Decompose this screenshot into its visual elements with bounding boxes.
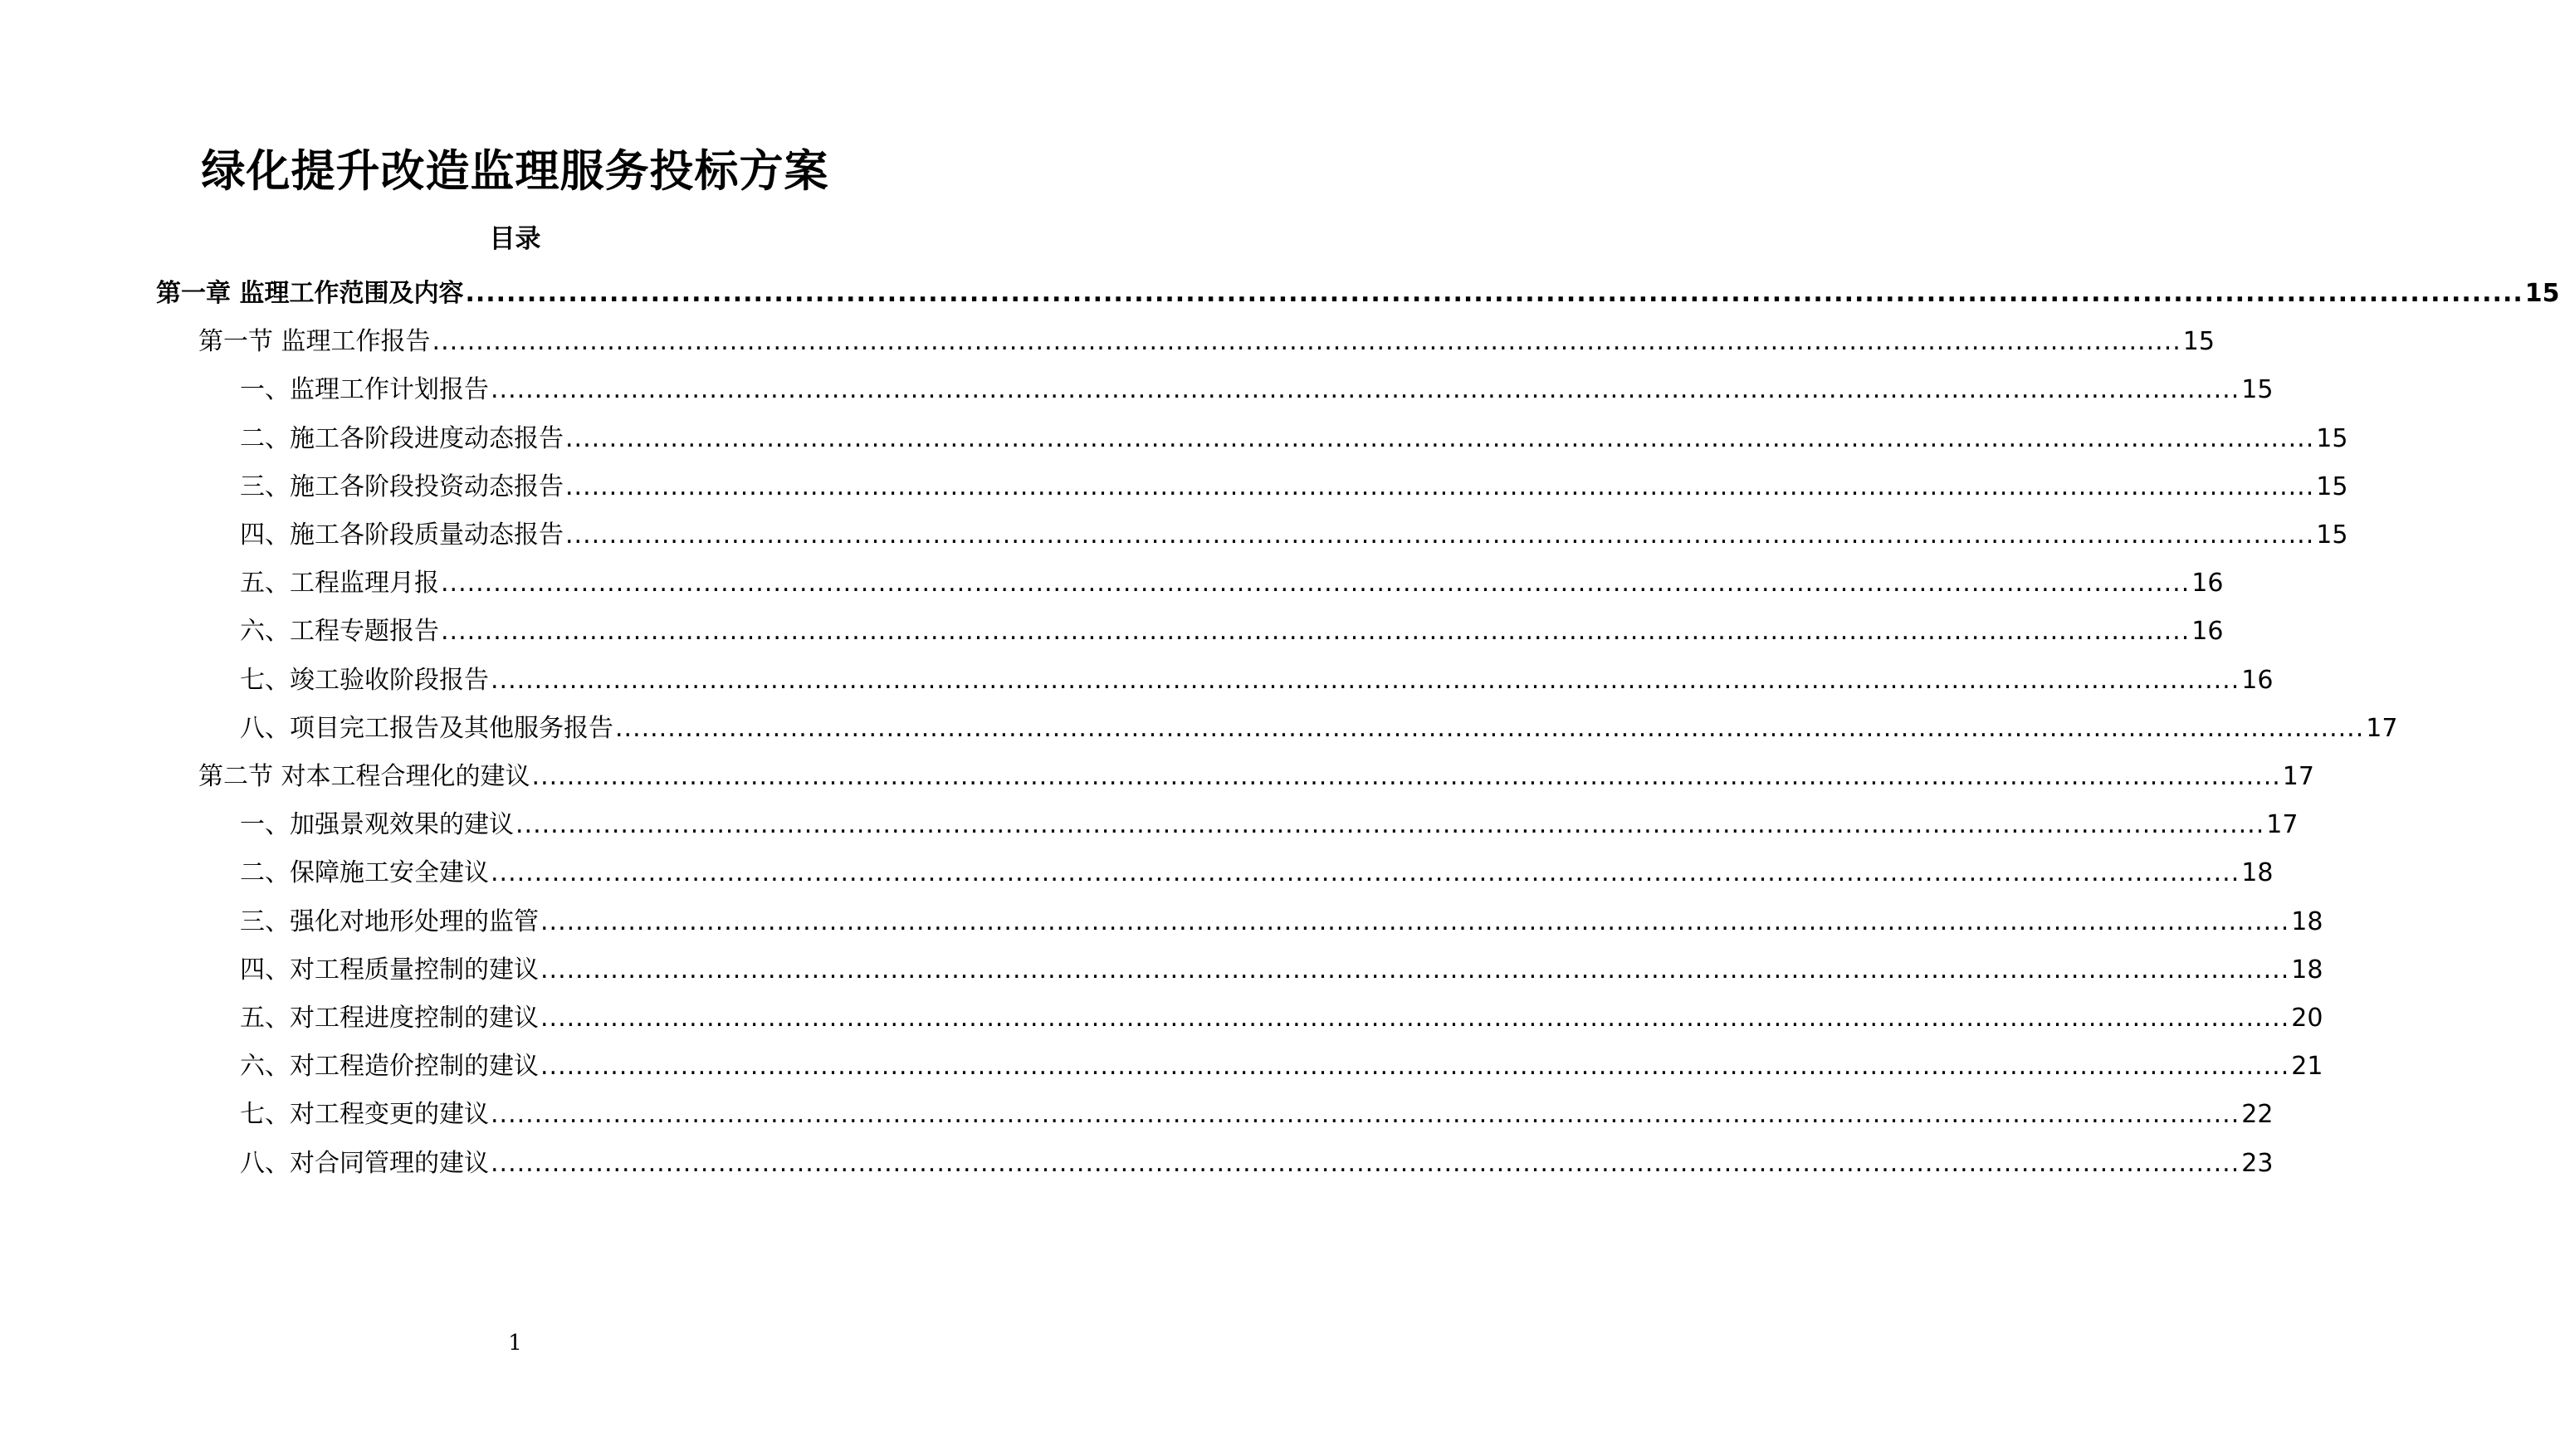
- toc-entry-page: 17: [2366, 714, 2398, 743]
- toc-entry-page: 23: [2241, 1149, 2274, 1178]
- toc-entry-label: 第一章 监理工作范围及内容: [156, 279, 464, 308]
- toc-entry-label: 六、工程专题报告: [240, 617, 439, 646]
- toc-entry-page: 21: [2291, 1052, 2323, 1081]
- toc-entry-label: 五、对工程进度控制的建议: [240, 1004, 539, 1033]
- toc-entry-page: 22: [2241, 1100, 2274, 1129]
- toc-entry[interactable]: [240, 999, 2323, 1035]
- toc-entry-page: 18: [2241, 858, 2274, 887]
- toc-entry[interactable]: [240, 1095, 2274, 1131]
- toc-entry-label: 三、强化对地形处理的监管: [240, 907, 539, 936]
- toc-entry-label: 七、竣工验收阶段报告: [240, 666, 489, 695]
- page-number: 1: [508, 1331, 522, 1356]
- toc-entry[interactable]: [240, 902, 2323, 939]
- toc-leader-dots: ........................................................................................................................................................................................................: [515, 810, 2265, 839]
- toc-leader-dots: ........................................................................................................................................................................................................: [565, 472, 2315, 501]
- toc-entry[interactable]: [240, 370, 2274, 407]
- toc-leader-dots: ........................................................................................................................................................................................................: [491, 375, 2240, 404]
- toc-entry[interactable]: [240, 515, 2348, 552]
- toc-entry-page: 15: [2524, 279, 2560, 308]
- toc-entry-label: 五、工程监理月报: [240, 569, 439, 598]
- toc-leader-dots: ........................................................................................................................................................................................................: [540, 907, 2290, 936]
- toc-entry-page: 16: [2241, 666, 2274, 695]
- toc-entry-label: 四、施工各阶段质量动态报告: [240, 520, 564, 550]
- toc-leader-dots: ........................................................................................................................................................................................................: [615, 714, 2365, 743]
- toc-leader-dots: ........................................................................................................................................................................................................: [491, 858, 2240, 887]
- toc-entry-page: 16: [2191, 617, 2224, 646]
- toc-heading: 目录: [489, 224, 541, 254]
- toc-entry[interactable]: [156, 274, 2560, 310]
- toc-leader-dots: ........................................................................................................................................................................................................: [491, 1149, 2240, 1178]
- toc-leader-dots: ........................................................................................................................................................................................................: [441, 617, 2191, 646]
- toc-entry[interactable]: [198, 322, 2215, 359]
- toc-leader-dots: ........................................................................................................................................................................................................: [491, 666, 2240, 695]
- toc-leader-dots: ........................................................................................................................................................................................................: [540, 1052, 2290, 1081]
- toc-entry-page: 15: [2316, 520, 2348, 550]
- toc-entry-label: 六、对工程造价控制的建议: [240, 1052, 539, 1081]
- toc-entry-page: 17: [2266, 810, 2299, 839]
- toc-entry[interactable]: [240, 661, 2274, 697]
- toc-entry-label: 二、保障施工安全建议: [240, 858, 489, 887]
- toc-entry-page: 18: [2291, 907, 2323, 936]
- toc-entry[interactable]: [240, 467, 2348, 504]
- toc-leader-dots: ........................................................................................................................................................................................................: [531, 762, 2281, 791]
- toc-entry[interactable]: [240, 853, 2274, 890]
- toc-entry-page: 15: [2241, 375, 2274, 404]
- toc-entry-page: 15: [2316, 472, 2348, 501]
- toc-entry-label: 第一节 监理工作报告: [198, 327, 431, 356]
- toc-entry-label: 八、项目完工报告及其他服务报告: [240, 714, 613, 743]
- toc-entry-label: 七、对工程变更的建议: [240, 1100, 489, 1129]
- toc-entry-label: 一、加强景观效果的建议: [240, 810, 514, 839]
- toc-entry-label: 四、对工程质量控制的建议: [240, 955, 539, 985]
- toc-entry[interactable]: [240, 419, 2348, 456]
- toc-leader-dots: ........................................................................................................................................................................................................: [432, 327, 2181, 356]
- toc-entry-page: 20: [2291, 1004, 2323, 1033]
- toc-entry-page: 17: [2282, 762, 2314, 791]
- toc-entry[interactable]: [240, 950, 2323, 987]
- toc-entry-label: 三、施工各阶段投资动态报告: [240, 472, 564, 501]
- toc-entry[interactable]: [240, 612, 2224, 648]
- toc-entry[interactable]: [240, 709, 2398, 745]
- toc-entry[interactable]: [240, 1047, 2323, 1083]
- toc-entry-label: 八、对合同管理的建议: [240, 1149, 489, 1178]
- toc-entry[interactable]: [240, 805, 2299, 842]
- toc-leader-dots: ........................................................................................................................................................................................................: [491, 1100, 2240, 1129]
- toc-entry-page: 16: [2191, 569, 2224, 598]
- toc-entry[interactable]: [198, 757, 2314, 794]
- toc-entry-label: 一、监理工作计划报告: [240, 375, 489, 404]
- toc-leader-dots: ........................................................................................................................................................................................................: [441, 569, 2191, 598]
- toc-entry[interactable]: [240, 564, 2224, 600]
- toc-entry-label: 第二节 对本工程合理化的建议: [198, 762, 530, 791]
- toc-leader-dots: ........................................................................................................................................................................................................: [565, 520, 2315, 550]
- toc-entry-page: 18: [2291, 955, 2323, 985]
- document-title: 绿化提升改造监理服务投标方案: [201, 146, 829, 197]
- toc-leader-dots: ........................................................................................................................................................................................................: [540, 955, 2290, 985]
- toc-leader-dots: ........................................................................................................................................................................................................: [465, 279, 2523, 308]
- toc-entry-page: 15: [2182, 327, 2215, 356]
- toc-entry-label: 二、施工各阶段进度动态报告: [240, 424, 564, 453]
- toc-entry[interactable]: [240, 1144, 2274, 1180]
- toc-leader-dots: ........................................................................................................................................................................................................: [540, 1004, 2290, 1033]
- toc-leader-dots: ........................................................................................................................................................................................................: [565, 424, 2315, 453]
- toc-entry-page: 15: [2316, 424, 2348, 453]
